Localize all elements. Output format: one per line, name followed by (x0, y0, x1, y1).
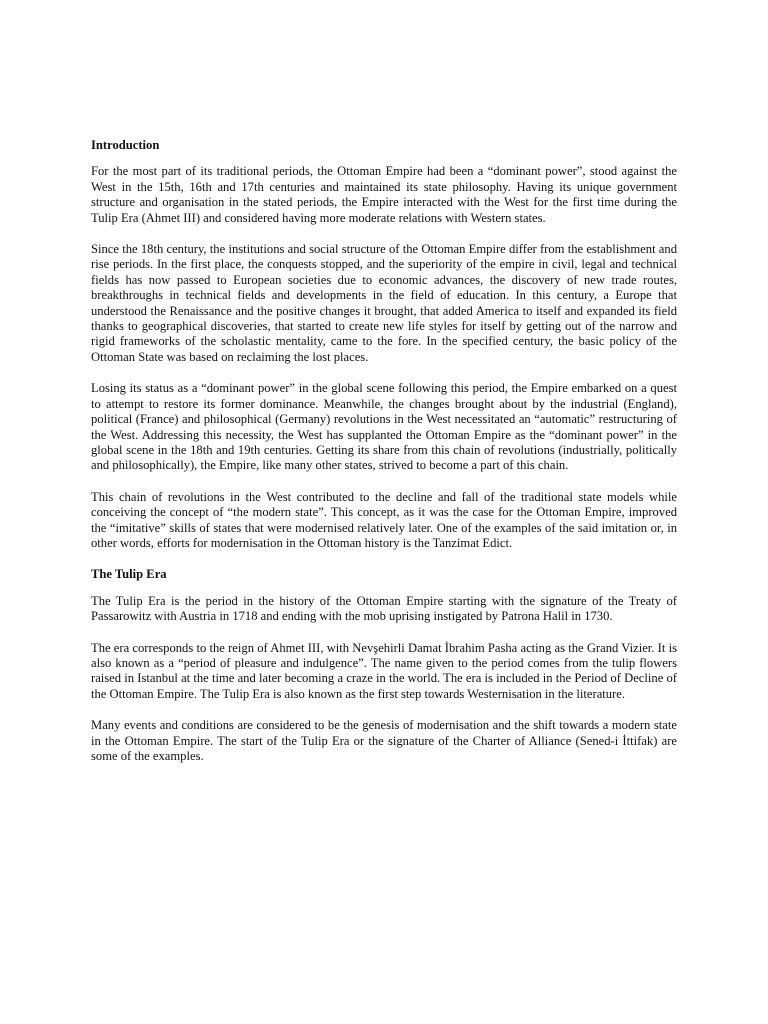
document-page (91, 138, 677, 780)
section-tulip-era (91, 567, 677, 764)
paragraph: The era corresponds to the reign of Ahmet III, with Nevşehirli Damat İbrahim Pasha acting as the Grand Vizier. It is also known as a “period of pleasure and indulgence”. The name given to the period comes from the tulip flowers raised in Istanbul at the time and later becoming a craze in the world. The era is included in the Period of Decline of the Ottoman Empire. The Tulip Era is also known as the first step towards Westernisation in the literature. (91, 640, 677, 701)
section-heading-introduction: Introduction (91, 138, 160, 152)
section-heading-tulip-era: The Tulip Era (91, 567, 167, 582)
paragraph: For the most part of its traditional periods, the Ottoman Empire had been a “dominant power”, stood against the West in the 15th, 16th and 17th centuries and maintained its state philosophy. Having its unique government structure and organisation in the stated periods, the Empire interacted with the West for the first time during the Tulip Era (Ahmet III) and considered having more moderate relations with Western states. (91, 164, 677, 225)
paragraph: This chain of revolutions in the West contributed to the decline and fall of the traditional state models while conceiving the concept of “the modern state”. This concept, as it was the case for the Ottoman Empire, improved the “imitative” skills of states that were modernised relatively later. One of the examples of the said imitation or, in other words, efforts for modernisation in the Ottoman history is the Tanzimat Edict. (91, 489, 677, 550)
paragraph: Since the 18th century, the institutions and social structure of the Ottoman Empire differ from the establishment and rise periods. In the first place, the conquests stopped, and the superiority of the empire in civil, legal and technical fields has now passed to European societies due to economic advances, the discovery of new trade routes, breakthroughs in technical fields and developments in the field of education. In this century, a Europe that understood the Renaissance and the positive changes it brought, that added America to itself and expanded its field thanks to geographical discoveries, that started to create new life styles for itself by getting out of the narrow and rigid frameworks of the scholastic mentality, came to the fore. In the specified century, the basic policy of the Ottoman State was based on reclaiming the lost places. (91, 242, 677, 364)
paragraph: Losing its status as a “dominant power” in the global scene following this period, the Empire embarked on a quest to attempt to restore its former dominance. Meanwhile, the changes brought about by the industrial (England), political (France) and philosophical (Germany) revolutions in the West necessitated an “automatic” restructuring of the West. Addressing this necessity, the West has supplanted the Ottoman Empire as the “dominant power” in the global scene in the 18th and 19th centuries. Getting its share from this chain of revolutions (industrially, politically and philosophically), the Empire, like many other states, strived to become a part of this chain. (91, 381, 677, 473)
section-introduction (91, 138, 677, 551)
paragraph: Many events and conditions are considered to be the genesis of modernisation and the shift towards a modern state in the Ottoman Empire. The start of the Tulip Era or the signature of the Charter of Alliance (Sened-i İttifak) are some of the examples. (91, 718, 677, 763)
paragraph: The Tulip Era is the period in the history of the Ottoman Empire starting with the signature of the Treaty of Passarowitz with Austria in 1718 and ending with the mob uprising instigated by Patrona Halil in 1730. (91, 593, 677, 624)
